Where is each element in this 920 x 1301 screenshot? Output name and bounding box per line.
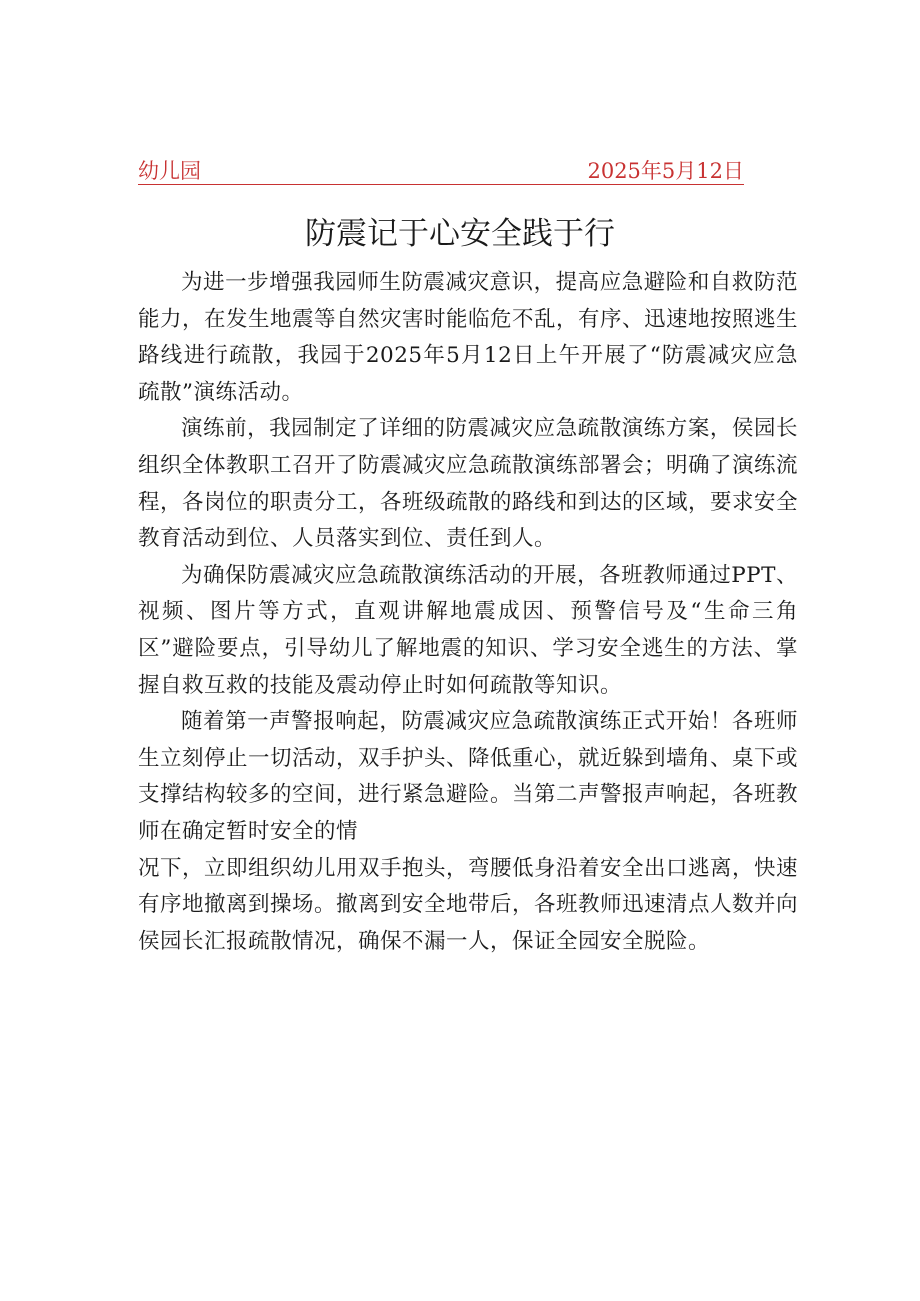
paragraph-preparation: 演练前，我园制定了详细的防震减灾应急疏散演练方案，侯园长组织全体教职工召开了防震减灾应急疏散演练部署会；明确了演练流程，各岗位的职责分工，各班级疏散的路线和到达的区域，要求安全教育活动到位、人员落实到位、责任到人。 (138, 416, 799, 552)
paragraph-drill-continued: 况下，立即组织幼儿用双手抱头，弯腰低身沿着安全出口逃离，快速有序地撤离到操场。撤离到安全地带后，各班教师迅速清点人数并向侯园长汇报疏散情况，确保不漏一人，保证全园安全脱险。 (138, 855, 799, 954)
article-body (138, 265, 798, 960)
paragraph-education: 为确保防震减灾应急疏散演练活动的开展，各班教师通过PPT、视频、图片等方式，直观讲解地震成因、预警信号及“生命三角区”避险要点，引导幼儿了解地震的知识、学习安全逃生的方法、掌握自救互救的技能及震动停止时如何疏散等知识。 (138, 562, 798, 698)
paragraph-drill: 随着第一声警报响起，防震减灾应急疏散演练正式开始！各班师生立刻停止一切活动，双手护头、降低重心，就近躲到墙角、桌下或支撑结构较多的空间，进行紧急避险。当第二声警报声响起，各班教师在确定暂时安全的情 (138, 709, 799, 844)
header-organization: 幼儿园 (138, 159, 201, 183)
article-title: 防震记于心安全践于行 (305, 216, 615, 252)
paragraph-intro: 为进一步增强我园师生防震减灾意识，提高应急避险和自救防范能力，在发生地震等自然灾害时能临危不乱，有序、迅速地按照逃生路线进行疏散，我园于2025年5月12日上午开展了“防震减灾应急疏散”演练活动。 (138, 270, 799, 405)
document-header (138, 158, 744, 185)
header-date: 2025年5月12日 (587, 159, 744, 183)
